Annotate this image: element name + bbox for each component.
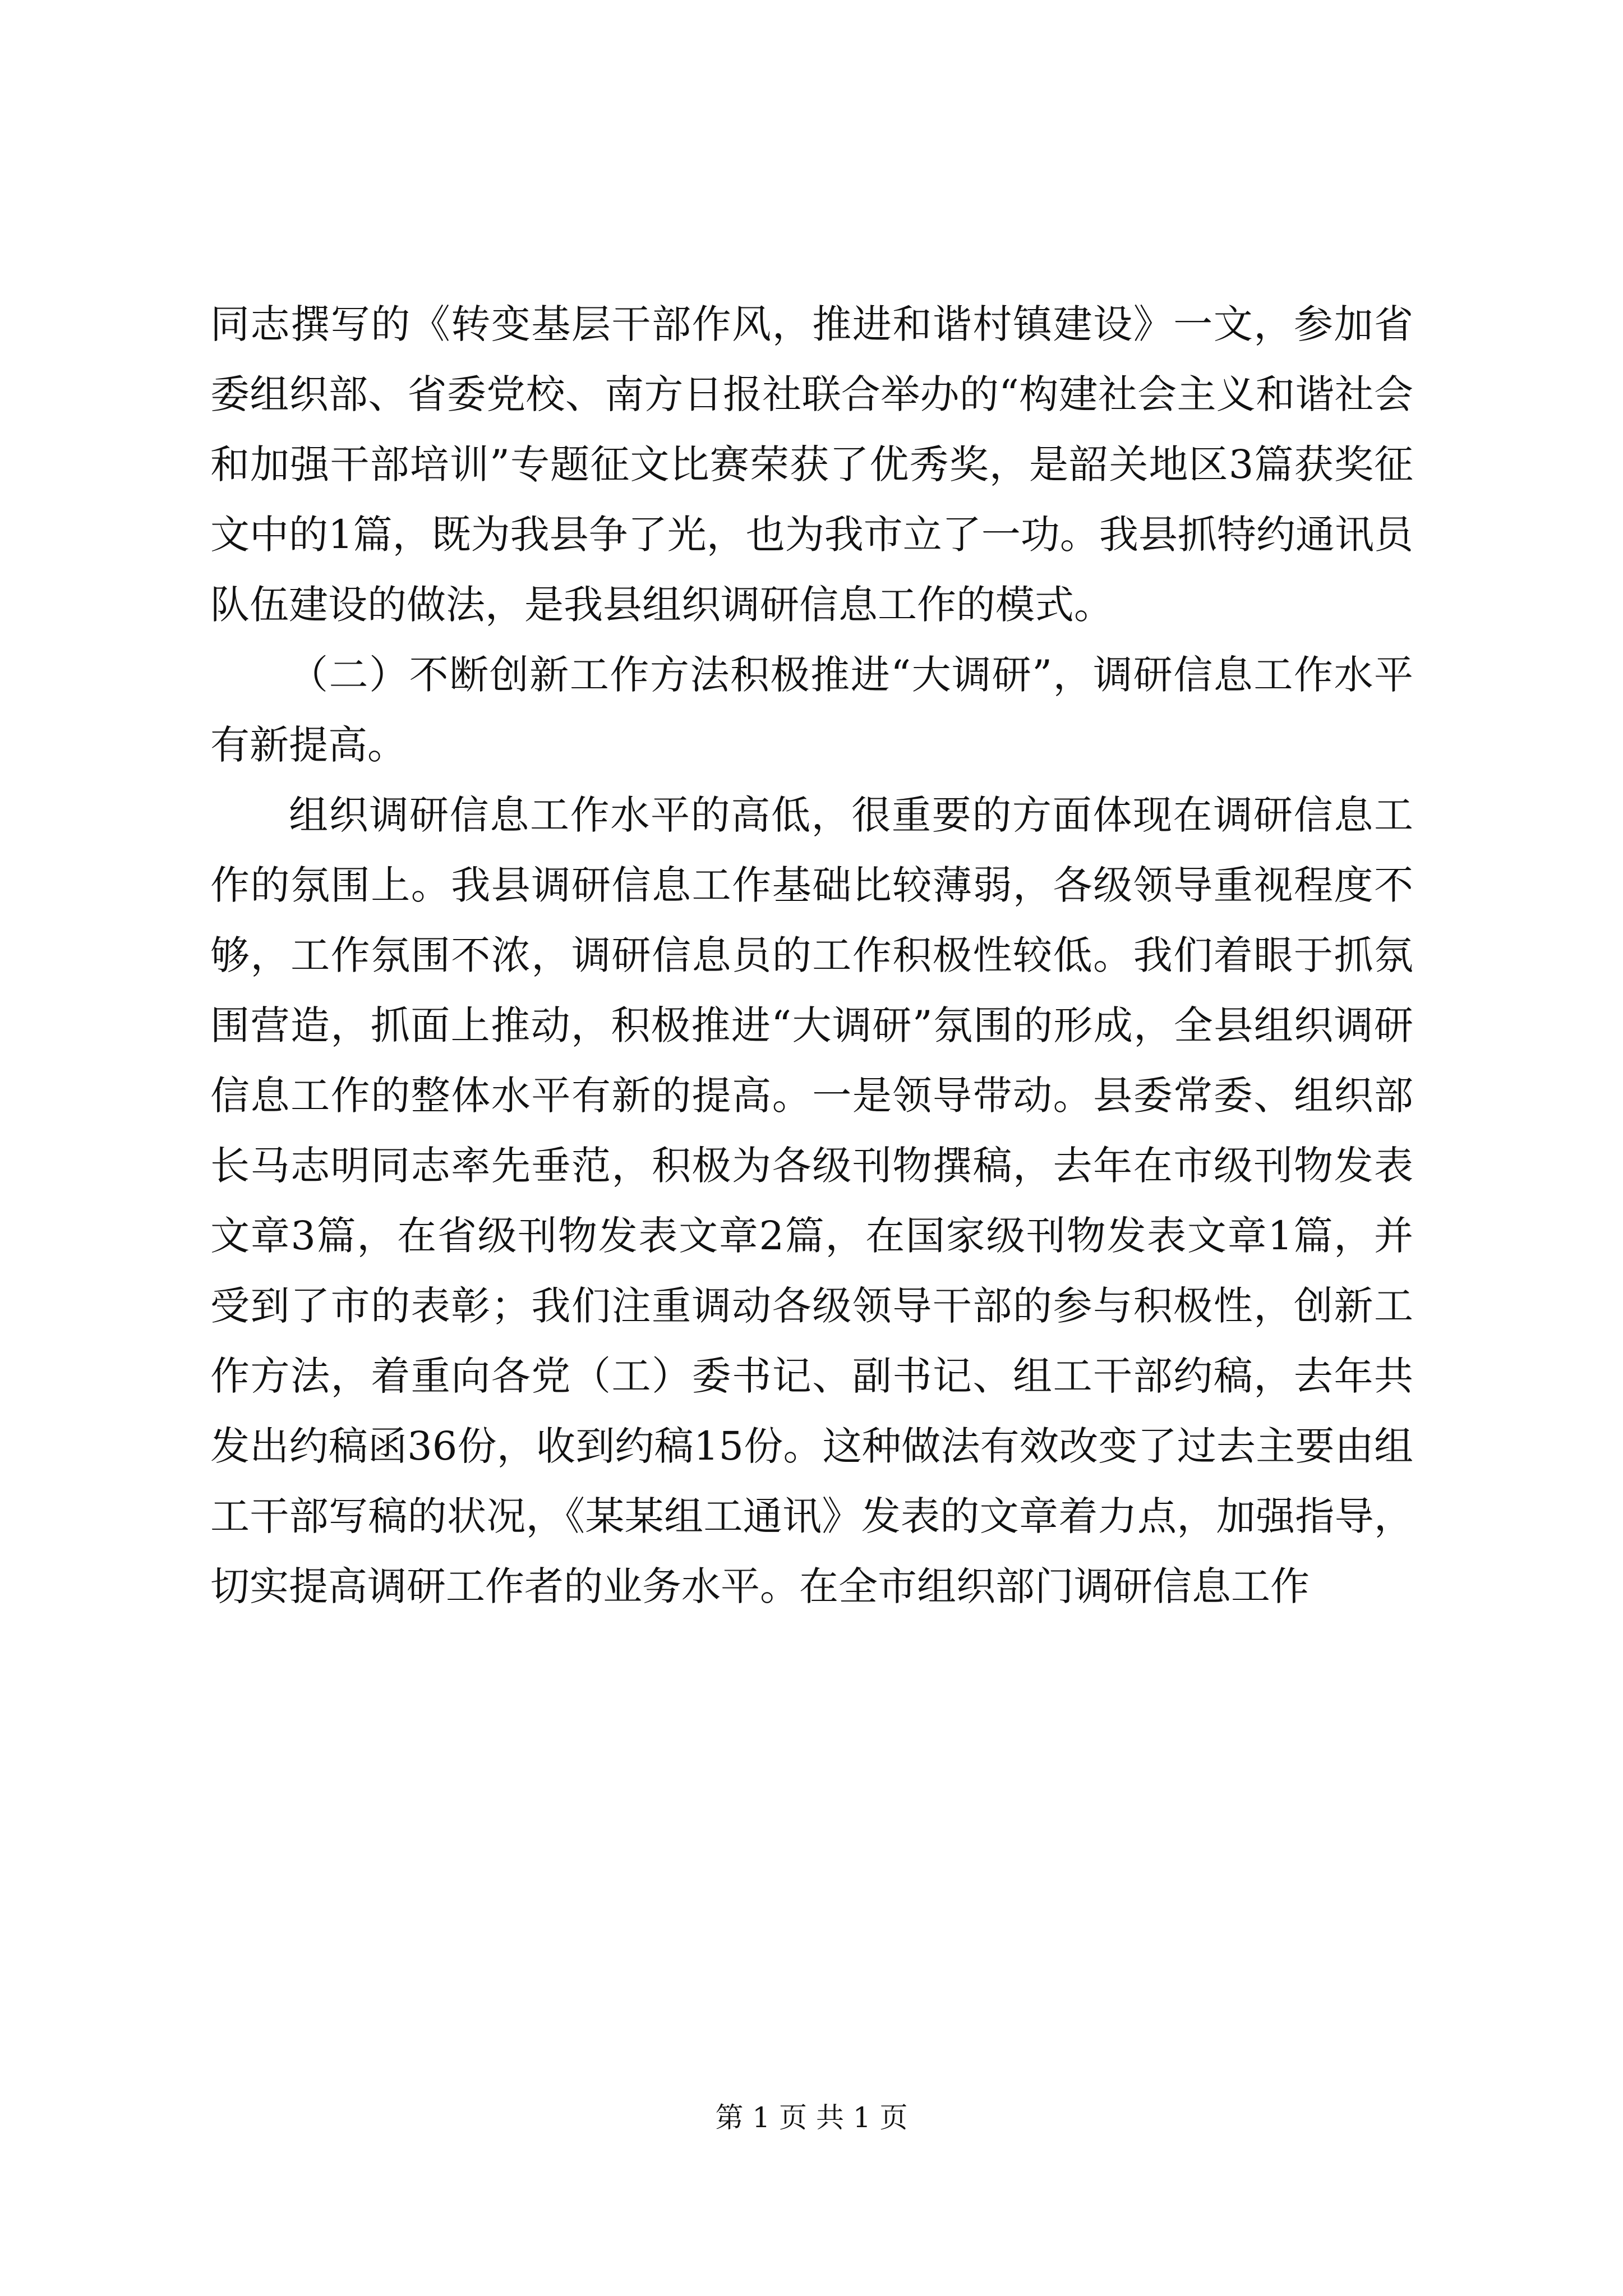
document-body [210,289,1413,1622]
section-heading: （二）不断创新工作方法积极推进“大调研”，调研信息工作水平有新提高。 [210,652,1413,768]
paragraph-continuation: 同志撰写的《转变基层干部作风，推进和谐村镇建设》一文，参加省委组织部、省委党校、南方日报社联合举办的“构建社会主义和谐社会和加强干部培训”专题征文比赛荣获了优秀奖，是韶关地区3篇获奖征文中的1篇，既为我县争了光，也为我市立了一功。我县抓特约通讯员队伍建设的做法，是我县组织调研信息工作的模式。 [210,301,1413,628]
page-footer: 第 1 页 共 1 页 [715,2101,908,2134]
paragraph-body: 组织调研信息工作水平的高低，很重要的方面体现在调研信息工作的氛围上。我县调研信息工作基础比较薄弱，各级领导重视程度不够，工作氛围不浓，调研信息员的工作积极性较低。我们着眼于抓氛围营造，抓面上推动，积极推进“大调研”氛围的形成，全县组织调研信息工作的整体水平有新的提高。一是领导带动。县委常委、组织部长马志明同志率先垂范，积极为各级刊物撰稿，去年在市级刊物发表文章3篇，在省级刊物发表文章2篇，在国家级刊物发表文章1篇，并受到了市的表彰；我们注重调动各级领导干部的参与积极性，创新工作方法，着重向各党（工）委书记、副书记、组工干部约稿，去年共发出约稿函36份，收到约稿15份。这种做法有效改变了过去主要由组工干部写稿的状况，《某某组工通讯》发表的文章着力点，加强指导，切实提高调研工作者的业务水平。在全市组织部门调研信息工作 [210,792,1413,1609]
